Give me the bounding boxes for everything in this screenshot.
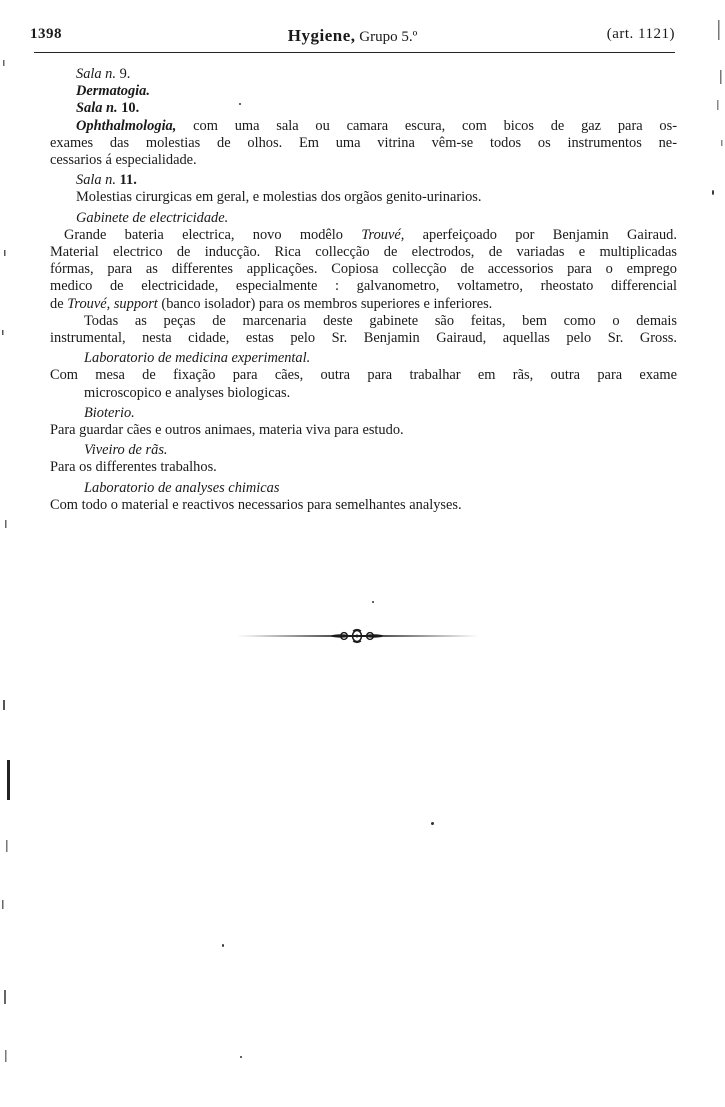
line-text: de [50, 295, 68, 312]
section-heading [50, 100, 677, 117]
italic-term: Trouvé, support [67, 295, 158, 312]
article-reference: (art. 1121) [606, 26, 675, 42]
section-title: Laboratorio de analyses chimicas [84, 479, 280, 496]
scan-speck [240, 1056, 242, 1058]
paragraph-line: Para os differentes trabalhos. [50, 459, 217, 476]
paragraph-line: fórmas, para as differentes applicações. Copiosa collecção de accessorios para o emprego [50, 261, 677, 278]
running-title-main: Hygiene, [287, 26, 356, 45]
running-title-sub: Grupo 5.º [355, 29, 418, 45]
line-text: Grande bateria electrica, novo modêlo [64, 226, 362, 243]
italic-term: Trouvé, [361, 226, 405, 243]
lead-term: Ophthalmologia, [76, 117, 177, 134]
section-title: Laboratorio de medicina experimental. [84, 350, 311, 367]
paragraph-line [50, 296, 677, 313]
running-title [30, 26, 675, 46]
paragraph-line: exames das molestias de olhos. Em uma vitrina vêm-se todos os instrumentos ne- [50, 134, 677, 151]
heading-number: 9. [119, 66, 131, 82]
paragraph-line: Com mesa de fixação para cães, outra para trabalhar em rãs, outra para exame [50, 367, 677, 384]
line-text: aperfeiçoado por Benjamin Gairaud. [404, 226, 677, 243]
paragraph-line: Molestias cirurgicas em geral, e molestias dos orgãos genito-urinarios. [76, 189, 482, 206]
page-header [30, 26, 675, 50]
scan-speck [712, 190, 714, 195]
scroll-ornament-icon [236, 628, 478, 644]
header-rule [34, 52, 675, 53]
scan-edge-noise [0, 0, 10, 1107]
scan-speck [239, 103, 241, 105]
section-title: Gabinete de electricidade. [76, 209, 229, 226]
paragraph-line: Todas as peças de marcenaria deste gabinete são feitas, bem como o demais [84, 312, 677, 329]
page-number: 1398 [30, 26, 62, 42]
section-title: Bioterio. [84, 404, 135, 421]
section-title: Dermatogia. [76, 83, 150, 100]
paragraph-line: Para guardar cães e outros animaes, materia viva para estudo. [50, 422, 404, 439]
line-text: com uma sala ou camara escura, com bicos de gaz para os- [176, 117, 677, 134]
paragraph-line [50, 118, 677, 135]
scan-speck [372, 601, 374, 603]
heading-number: 10. [121, 100, 140, 117]
paragraph-line: instrumental, nesta cidade, estas pelo Sr. Benjamin Gairaud, aquellas pelo Sr. Gross. [50, 330, 677, 347]
scan-speck [222, 944, 224, 947]
scan-edge-noise [715, 0, 725, 1107]
heading-label: Sala n. [76, 172, 116, 189]
paragraph-line: cessarios á especialidade. [50, 152, 197, 169]
paragraph-line: medico de electricidade, especialmente : galvanometro, voltametro, rheostato differencial [50, 278, 677, 295]
line-text: (banco isolador) para os membros superiores e inferiores. [157, 295, 493, 312]
heading-label: Sala n. [76, 66, 116, 82]
section-heading [50, 172, 677, 189]
section-heading [50, 66, 677, 83]
section-title: Viveiro de rãs. [84, 442, 168, 459]
paragraph-line: microscopico e analyses biologicas. [84, 384, 291, 401]
paragraph-line [50, 227, 677, 244]
page-body [50, 66, 677, 514]
heading-label: Sala n. [76, 100, 118, 117]
heading-number: 11. [119, 172, 137, 189]
paragraph-line: Com todo o material e reactivos necessarios para semelhantes analyses. [50, 496, 462, 513]
paragraph-line: Material electrico de inducção. Rica collecção de electrodos, de variadas e multiplicadas [50, 244, 677, 261]
scan-speck [431, 822, 434, 825]
